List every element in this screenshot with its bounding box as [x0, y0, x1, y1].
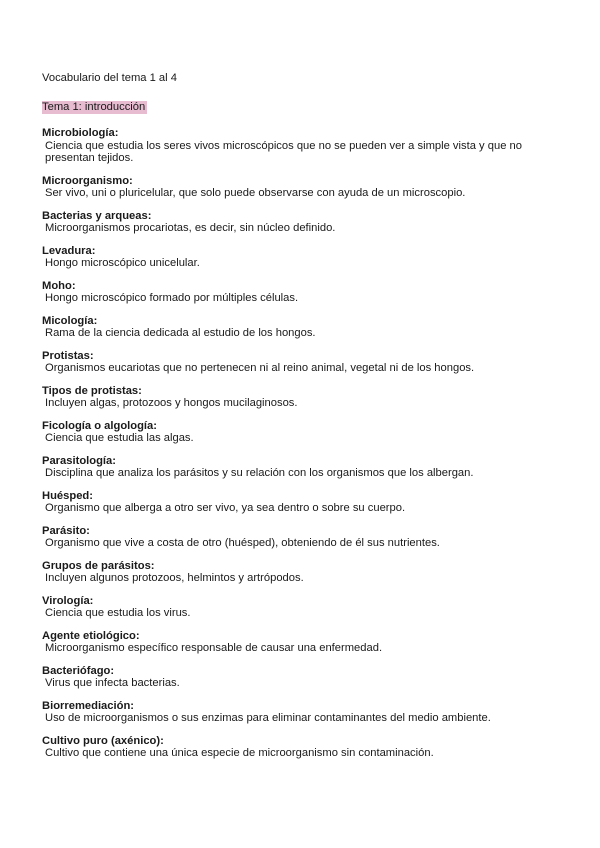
vocabulary-list — [42, 127, 562, 760]
vocabulary-entry — [42, 665, 562, 690]
vocabulary-term: Microbiología: — [42, 127, 119, 139]
document-page — [42, 71, 562, 770]
vocabulary-entry — [42, 420, 562, 445]
vocabulary-definition: Rama de la ciencia dedicada al estudio de los hongos. — [45, 327, 316, 339]
document-title: Vocabulario del tema 1 al 4 — [42, 72, 177, 84]
vocabulary-definition: Incluyen algunos protozoos, helmintos y artrópodos. — [45, 572, 304, 584]
section-heading-highlighted: Tema 1: introducción — [42, 101, 146, 113]
vocabulary-entry — [42, 735, 562, 760]
vocabulary-term: Bacteriófago: — [42, 664, 115, 677]
vocabulary-entry — [42, 245, 562, 270]
vocabulary-entry — [42, 595, 562, 620]
vocabulary-entry — [42, 490, 562, 515]
vocabulary-term: Levadura: — [42, 244, 96, 257]
vocabulary-term: Agente etiológico: — [42, 629, 140, 642]
vocabulary-definition: Microorganismos procariotas, es decir, sin núcleo definido. — [45, 222, 336, 234]
vocabulary-entry — [42, 315, 562, 340]
vocabulary-definition: Uso de microorganismos o sus enzimas para eliminar contaminantes del medio ambiente. — [45, 712, 491, 724]
vocabulary-term: Protistas: — [42, 349, 94, 362]
vocabulary-term: Micología: — [42, 314, 98, 327]
vocabulary-definition: Disciplina que analiza los parásitos y su relación con los organismos que los albergan. — [45, 467, 474, 479]
vocabulary-entry — [42, 127, 562, 165]
vocabulary-definition: Organismo que vive a costa de otro (huésped), obteniendo de él sus nutrientes. — [45, 537, 440, 549]
vocabulary-term: Microorganismo: — [42, 174, 133, 187]
vocabulary-term: Bacterias y arqueas: — [42, 209, 152, 222]
vocabulary-definition: Virus que infecta bacterias. — [45, 677, 180, 689]
vocabulary-entry — [42, 175, 562, 200]
vocabulary-definition: Ciencia que estudia las algas. — [45, 432, 194, 444]
vocabulary-entry — [42, 350, 562, 375]
vocabulary-term: Grupos de parásitos: — [42, 559, 155, 572]
vocabulary-entry — [42, 210, 562, 235]
vocabulary-term: Cultivo puro (axénico): — [42, 734, 164, 747]
vocabulary-definition: Hongo microscópico unicelular. — [45, 257, 200, 269]
vocabulary-term: Tipos de protistas: — [42, 384, 142, 397]
vocabulary-term: Huésped: — [42, 489, 93, 502]
vocabulary-definition: Ser vivo, uni o pluricelular, que solo puede observarse con ayuda de un microscopio. — [45, 187, 466, 199]
vocabulary-entry — [42, 560, 562, 585]
vocabulary-definition: Incluyen algas, protozoos y hongos mucilaginosos. — [45, 397, 298, 409]
vocabulary-definition: Organismo que alberga a otro ser vivo, ya sea dentro o sobre su cuerpo. — [45, 502, 406, 514]
vocabulary-definition: Microorganismo específico responsable de causar una enfermedad. — [45, 642, 383, 654]
vocabulary-entry — [42, 630, 562, 655]
vocabulary-term: Virología: — [42, 594, 94, 607]
vocabulary-term: Ficología o algología: — [42, 419, 157, 432]
vocabulary-entry — [42, 525, 562, 550]
vocabulary-term: Parasitología: — [42, 454, 116, 467]
vocabulary-definition: Hongo microscópico formado por múltiples células. — [45, 292, 299, 304]
vocabulary-term: Biorremediación: — [42, 699, 135, 712]
vocabulary-entry — [42, 385, 562, 410]
vocabulary-definition: Cultivo que contiene una única especie de microorganismo sin contaminación. — [45, 747, 434, 759]
vocabulary-definition: Ciencia que estudia los virus. — [45, 607, 191, 619]
vocabulary-definition: Organismos eucariotas que no pertenecen ni al reino animal, vegetal ni de los hongos. — [45, 362, 475, 374]
vocabulary-term: Parásito: — [42, 524, 90, 537]
vocabulary-term: Moho: — [42, 279, 76, 292]
vocabulary-entry — [42, 455, 562, 480]
vocabulary-definition: Ciencia que estudia los seres vivos microscópicos que no se pueden ver a simple vista y que no presentan tejidos. — [45, 139, 522, 164]
vocabulary-entry — [42, 280, 562, 305]
vocabulary-entry — [42, 700, 562, 725]
